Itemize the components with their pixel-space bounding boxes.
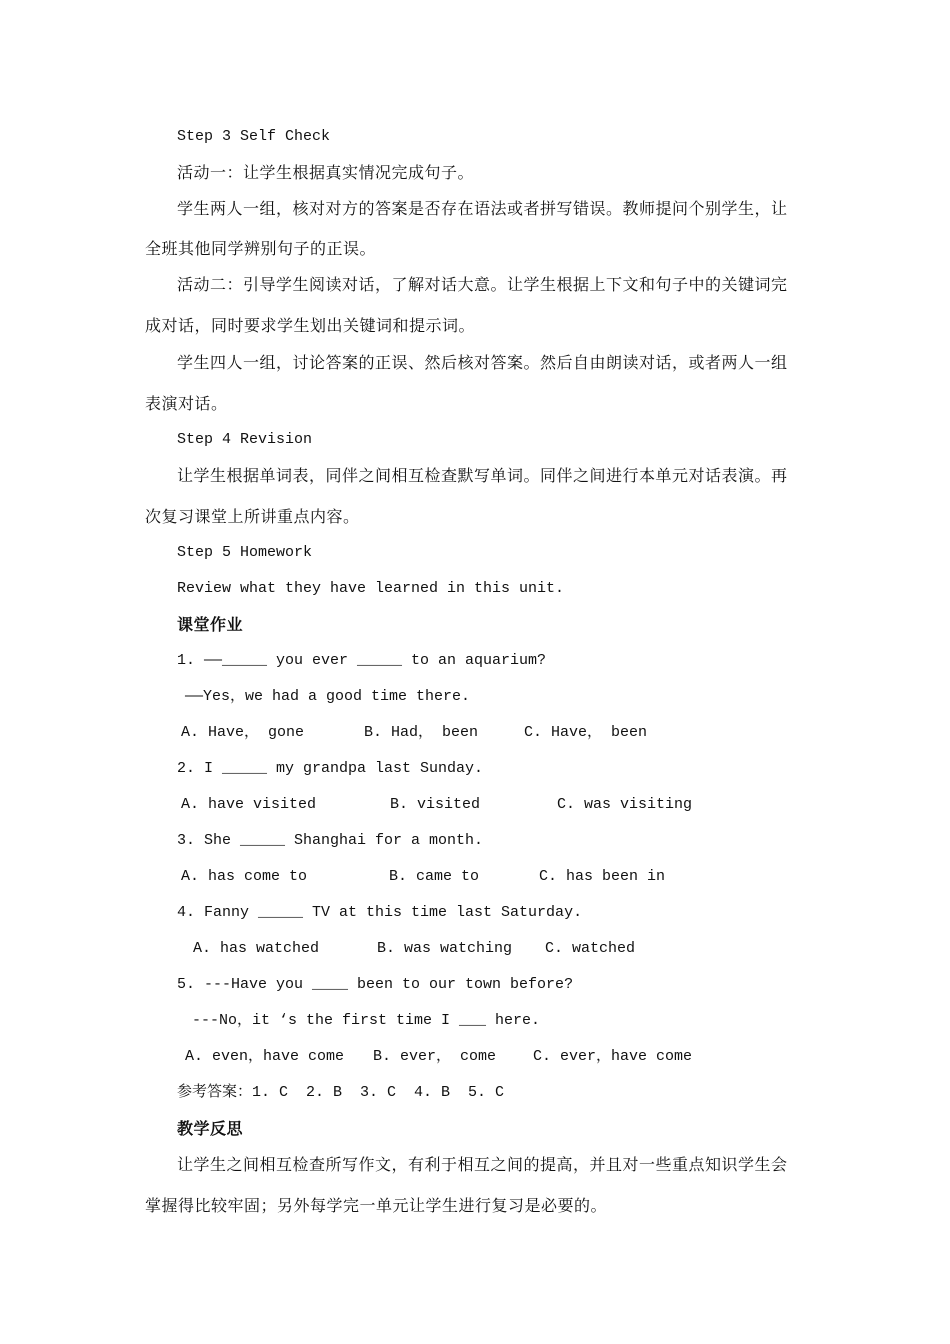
question-5-reply: ---No，it ‘s the first time I ___ here. bbox=[192, 1012, 541, 1029]
activity2-line1: 活动二：引导学生阅读对话，了解对话大意。让学生根据上下文和句子中的关键词完 bbox=[177, 275, 788, 294]
question-1: 1. ——_____ you ever _____ to an aquarium? bbox=[177, 652, 547, 669]
q5-option-b: B. ever， come bbox=[373, 1048, 497, 1065]
question-2: 2. I _____ my grandpa last Sunday. bbox=[177, 760, 484, 777]
activity2-line2: 成对话，同时要求学生划出关键词和提示词。 bbox=[145, 316, 476, 335]
q5-option-c: C. ever，have come bbox=[533, 1048, 693, 1065]
q3-option-b: B. came to bbox=[389, 868, 480, 885]
question-3: 3. She _____ Shanghai for a month. bbox=[177, 832, 484, 849]
q4-option-b: B. was watching bbox=[377, 940, 513, 957]
homework-text: Review what they have learned in this unit. bbox=[177, 580, 565, 597]
reflection-line1: 让学生之间相互检查所写作文，有利于相互之间的提高，并且对一些重点知识学生会 bbox=[177, 1155, 788, 1174]
q2-option-b: B. visited bbox=[390, 796, 481, 813]
step5-heading: Step 5 Homework bbox=[177, 544, 313, 561]
pair-check-line1: 学生两人一组，核对对方的答案是否存在语法或者拼写错误。教师提问个别学生，让 bbox=[177, 199, 788, 218]
q4-option-c: C. watched bbox=[545, 940, 636, 957]
exercises-title: 课堂作业 bbox=[177, 615, 244, 634]
q1-option-b: B. Had， been bbox=[364, 724, 479, 741]
q4-option-a: A. has watched bbox=[193, 940, 320, 957]
q2-option-a: A. have visited bbox=[181, 796, 317, 813]
question-5: 5. ---Have you ____ been to our town before? bbox=[177, 976, 574, 993]
reflection-title: 教学反思 bbox=[177, 1119, 244, 1138]
question-4: 4. Fanny _____ TV at this time last Saturday. bbox=[177, 904, 583, 921]
step3-heading: Step 3 Self Check bbox=[177, 128, 331, 145]
group-work-line1: 学生四人一组，讨论答案的正误、然后核对答案。然后自由朗读对话，或者两人一组 bbox=[177, 353, 788, 372]
q1-option-c: C. Have， been bbox=[524, 724, 648, 741]
group-work-line2: 表演对话。 bbox=[145, 394, 228, 413]
q1-option-a: A. Have， gone bbox=[181, 724, 305, 741]
pair-check-line2: 全班其他同学辨别句子的正误。 bbox=[145, 239, 377, 258]
answer-key: 参考答案：1. C 2. B 3. C 4. B 5. C bbox=[177, 1084, 505, 1101]
q2-option-c: C. was visiting bbox=[557, 796, 693, 813]
q3-option-a: A. has come to bbox=[181, 868, 308, 885]
q5-option-a: A. even，have come bbox=[185, 1048, 345, 1065]
revision-line1: 让学生根据单词表，同伴之间相互检查默写单词。同伴之间进行本单元对话表演。再 bbox=[177, 466, 788, 485]
activity1-text: 活动一：让学生根据真实情况完成句子。 bbox=[177, 163, 475, 182]
revision-line2: 次复习课堂上所讲重点内容。 bbox=[145, 507, 360, 526]
reflection-line2: 掌握得比较牢固；另外每学完一单元让学生进行复习是必要的。 bbox=[145, 1196, 608, 1215]
question-1-reply: ——Yes，we had a good time there. bbox=[185, 688, 471, 705]
step4-heading: Step 4 Revision bbox=[177, 431, 313, 448]
q3-option-c: C. has been in bbox=[539, 868, 666, 885]
